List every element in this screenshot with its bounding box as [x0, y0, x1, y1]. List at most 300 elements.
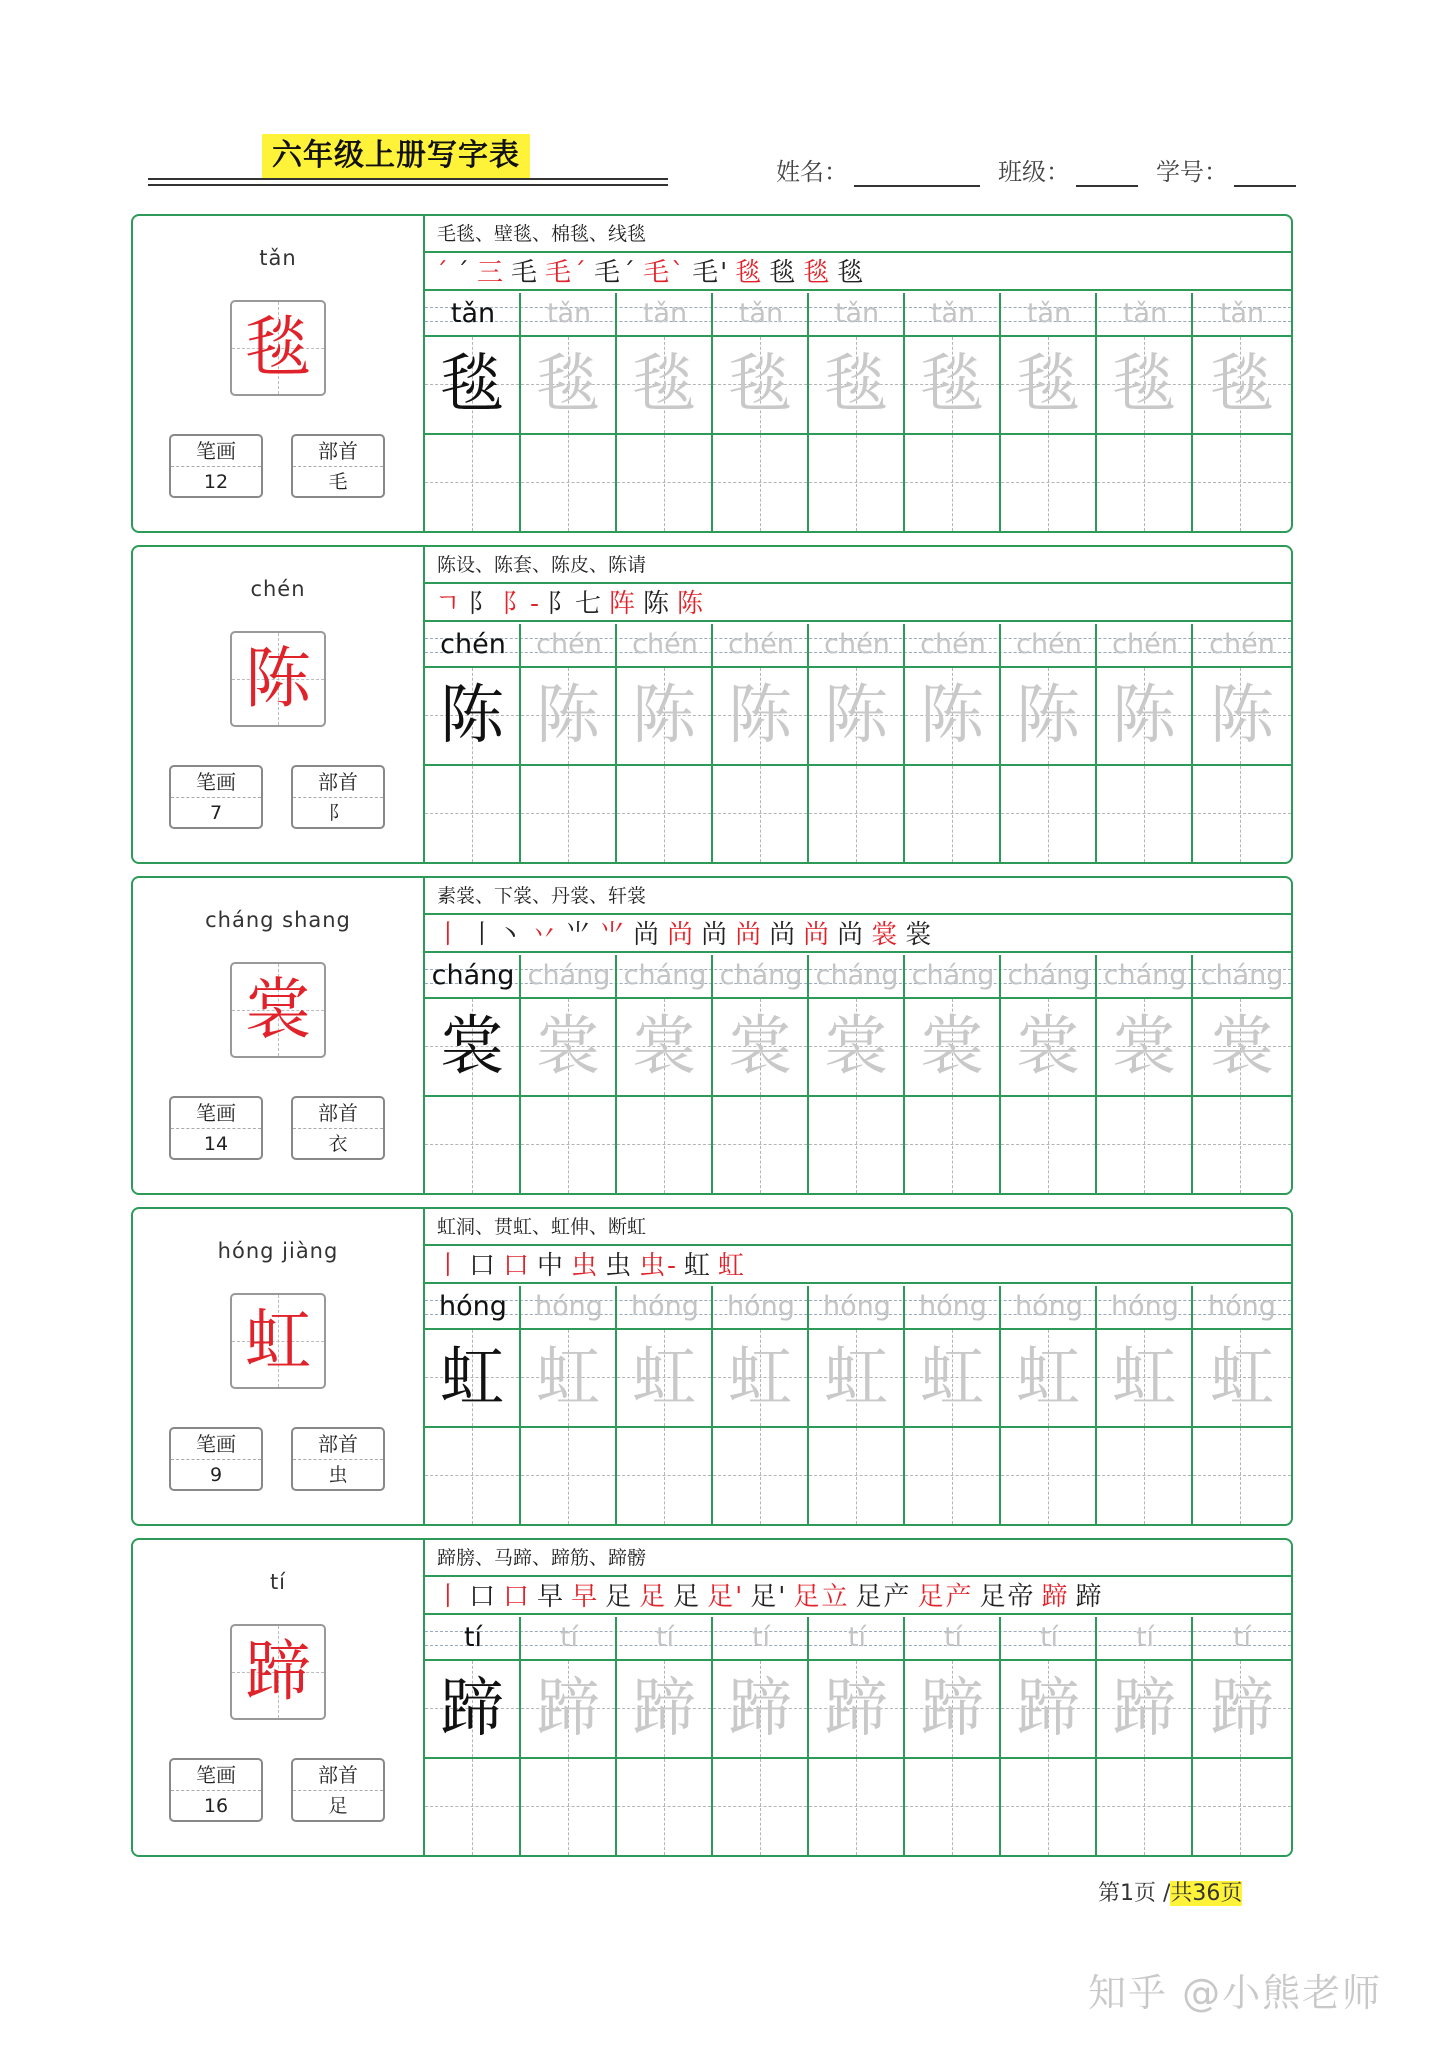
tian-grid-cell[interactable] [1097, 668, 1193, 764]
writing-grid [425, 624, 1291, 862]
tian-grid-cell[interactable] [1097, 1661, 1193, 1757]
pinyin-trace[interactable]: hóng [1015, 1291, 1083, 1322]
tian-grid-cell[interactable] [809, 337, 905, 433]
char-trace: 陈 [1112, 679, 1176, 753]
pinyin-row [425, 624, 1291, 668]
tian-grid-cell[interactable] [521, 766, 617, 862]
tian-grid-cell[interactable] [521, 999, 617, 1095]
radical-box [291, 1096, 385, 1160]
pinyin-trace[interactable]: tǎn [834, 298, 880, 329]
pinyin-trace[interactable]: chén [920, 629, 986, 660]
practice-area [425, 216, 1291, 531]
pinyin-trace[interactable]: cháng [1007, 960, 1091, 991]
stroke-order [425, 1248, 1291, 1284]
char-trace: 蹄 [920, 1672, 984, 1746]
stroke-step: 毯 [837, 258, 866, 288]
tian-grid-cell[interactable] [425, 668, 521, 764]
target-char: 蹄 [245, 1633, 311, 1710]
pinyin-trace[interactable]: hóng [823, 1291, 891, 1322]
radical-box [291, 1427, 385, 1491]
stroke-step: 尚 [837, 920, 866, 950]
stroke-step: 尚 [803, 920, 832, 950]
tian-grid-cell[interactable] [809, 1759, 905, 1855]
blank-practice-row [425, 766, 1291, 862]
practice-area [425, 1209, 1291, 1524]
pinyin-row [425, 293, 1291, 337]
stroke-step: 丨 [435, 1251, 464, 1281]
stroke-count-box [169, 1758, 263, 1822]
tian-grid-cell[interactable] [713, 1097, 809, 1193]
char-card [131, 545, 1293, 864]
tian-grid-cell[interactable] [521, 1330, 617, 1426]
char-trace: 裳 [536, 1010, 600, 1084]
char-card [131, 214, 1293, 533]
stroke-count-label: 笔画 [171, 436, 261, 467]
pinyin-trace[interactable]: chén [1209, 629, 1275, 660]
stroke-step: 足立 [793, 1582, 850, 1612]
pinyin-trace[interactable]: hóng [919, 1291, 987, 1322]
char-info-panel [133, 878, 425, 1193]
pinyin-trace[interactable]: tí [1135, 1622, 1155, 1653]
tian-grid-cell[interactable] [905, 1759, 1001, 1855]
title-underline-2 [148, 184, 668, 186]
pinyin-trace[interactable]: cháng [623, 960, 707, 991]
total-pages: 共36页 [1170, 1881, 1243, 1906]
stroke-step: 口 [503, 1582, 532, 1612]
char-trace: 蹄 [824, 1672, 888, 1746]
tian-grid-cell[interactable] [617, 1759, 713, 1855]
tian-grid-cell[interactable] [713, 1428, 809, 1524]
tian-grid-cell[interactable] [1097, 435, 1193, 531]
tian-grid-cell[interactable] [425, 337, 521, 433]
tian-grid-cell[interactable] [905, 1330, 1001, 1426]
pinyin-trace[interactable]: tǎn [930, 298, 976, 329]
writing-grid [425, 1617, 1291, 1855]
char-display-box [230, 1293, 326, 1389]
tian-grid-cell[interactable] [1193, 1330, 1291, 1426]
tian-grid-cell[interactable] [809, 1097, 905, 1193]
tian-grid-cell[interactable] [713, 337, 809, 433]
tian-grid-cell[interactable] [809, 999, 905, 1095]
char-card [131, 876, 1293, 1195]
char-display-box [230, 300, 326, 396]
pinyin-trace[interactable]: hóng [727, 1291, 795, 1322]
char-trace: 虹 [920, 1341, 984, 1415]
tian-grid-cell[interactable] [713, 435, 809, 531]
tian-grid-cell[interactable] [617, 1428, 713, 1524]
page-indicator [1098, 1876, 1242, 1907]
char-trace: 裳 [1112, 1010, 1176, 1084]
char-trace: 陈 [1016, 679, 1080, 753]
stroke-step: 阝- [502, 589, 541, 619]
tian-grid-cell[interactable] [1193, 668, 1291, 764]
tian-grid-cell[interactable] [1193, 1661, 1291, 1757]
radical-box [291, 434, 385, 498]
stroke-count-label: 笔画 [171, 1760, 261, 1791]
tian-grid-cell[interactable] [425, 435, 521, 531]
watermark: 知乎 @小熊老师 [1088, 1971, 1383, 2015]
tian-grid-cell[interactable] [1001, 1330, 1097, 1426]
tian-grid-cell[interactable] [905, 766, 1001, 862]
pinyin-trace[interactable]: tí [1232, 1622, 1252, 1653]
tian-grid-cell[interactable] [1001, 435, 1097, 531]
char-model: 虹 [440, 1341, 504, 1415]
stroke-step: 足 [605, 1582, 634, 1612]
tian-grid-cell[interactable] [905, 668, 1001, 764]
stroke-step: 阝七 [546, 589, 603, 619]
char-trace: 虹 [632, 1341, 696, 1415]
tian-grid-cell[interactable] [905, 337, 1001, 433]
pinyin-row [425, 955, 1291, 999]
practice-area [425, 878, 1291, 1193]
tian-grid-cell[interactable] [1193, 337, 1291, 433]
class-label: 班级： [998, 158, 1070, 186]
char-trace: 蹄 [1016, 1672, 1080, 1746]
char-trace: 毯 [920, 348, 984, 422]
pinyin-trace[interactable]: hóng [1208, 1291, 1276, 1322]
pinyin-trace[interactable]: tǎn [1026, 298, 1072, 329]
pinyin-label: hóng jiàng [217, 1239, 339, 1263]
pinyin-trace[interactable]: tǎn [546, 298, 592, 329]
tian-grid-cell[interactable] [713, 1759, 809, 1855]
char-trace: 蹄 [1112, 1672, 1176, 1746]
tian-grid-cell[interactable] [617, 435, 713, 531]
stroke-step: 口 [469, 1582, 498, 1612]
tian-grid-cell[interactable] [905, 1097, 1001, 1193]
char-trace: 裳 [824, 1010, 888, 1084]
stroke-count-box [169, 1427, 263, 1491]
tian-grid-cell[interactable] [521, 337, 617, 433]
stroke-step: 口 [469, 1251, 498, 1281]
stroke-step: 毛' [692, 258, 730, 288]
char-trace-row [425, 999, 1291, 1097]
tian-grid-cell[interactable] [1193, 999, 1291, 1095]
pinyin-trace[interactable]: cháng [1200, 960, 1284, 991]
pinyin-trace[interactable]: tǎn [738, 298, 784, 329]
tian-grid-cell[interactable] [1193, 1097, 1291, 1193]
pinyin-trace[interactable]: cháng [527, 960, 611, 991]
name-label: 姓名： [776, 158, 848, 186]
stroke-step: 三 [477, 258, 506, 288]
stroke-step: ⺌ [565, 920, 594, 950]
tian-grid-cell[interactable] [521, 668, 617, 764]
tian-grid-cell[interactable] [1097, 1428, 1193, 1524]
tian-grid-cell[interactable] [425, 1097, 521, 1193]
stroke-step: 阵 [608, 589, 637, 619]
stroke-count-box [169, 434, 263, 498]
char-trace: 毯 [728, 348, 792, 422]
char-display-box [230, 962, 326, 1058]
char-model: 蹄 [440, 1672, 504, 1746]
radical-box [291, 1758, 385, 1822]
tian-grid-cell[interactable] [521, 1097, 617, 1193]
tian-grid-cell[interactable] [713, 1661, 809, 1757]
char-trace: 虹 [536, 1341, 600, 1415]
tian-grid-cell[interactable] [521, 435, 617, 531]
tian-grid-cell[interactable] [521, 1759, 617, 1855]
char-display-box [230, 631, 326, 727]
stroke-order [425, 917, 1291, 953]
char-trace: 陈 [536, 679, 600, 753]
stroke-count-value: 7 [209, 802, 223, 824]
stroke-step: 丨丶 [469, 920, 526, 950]
stroke-count-label: 笔画 [171, 1098, 261, 1129]
blank-practice-row [425, 1759, 1291, 1855]
tian-grid-cell[interactable] [809, 668, 905, 764]
stroke-count-value: 14 [203, 1133, 229, 1155]
radical-label: 部首 [293, 436, 383, 467]
pinyin-trace[interactable]: chén [632, 629, 698, 660]
char-trace: 裳 [728, 1010, 792, 1084]
page-title: 六年级上册写字表 [262, 134, 530, 178]
char-trace: 毯 [1210, 348, 1274, 422]
blank-practice-row [425, 1428, 1291, 1524]
tian-grid-cell[interactable] [809, 766, 905, 862]
pinyin-label: tǎn [259, 246, 297, 270]
pinyin-trace[interactable]: tǎn [1122, 298, 1168, 329]
char-info-panel [133, 547, 425, 862]
tian-grid-cell[interactable] [1097, 1330, 1193, 1426]
stroke-step: 丷 [531, 920, 560, 950]
writing-grid [425, 955, 1291, 1193]
tian-grid-cell[interactable] [713, 999, 809, 1095]
tian-grid-cell[interactable] [1001, 1759, 1097, 1855]
char-trace: 虹 [1210, 1341, 1274, 1415]
name-blank[interactable] [854, 163, 980, 187]
tian-grid-cell[interactable] [617, 766, 713, 862]
student-no-label: 学号： [1156, 158, 1228, 186]
tian-grid-cell[interactable] [425, 1428, 521, 1524]
char-trace: 虹 [1016, 1341, 1080, 1415]
pinyin-trace[interactable]: chén [728, 629, 794, 660]
blank-practice-row [425, 1097, 1291, 1193]
pinyin-trace[interactable]: chén [1016, 629, 1082, 660]
char-model: 毯 [440, 348, 504, 422]
stroke-step: 裳 [905, 920, 934, 950]
tian-grid-cell[interactable] [617, 1097, 713, 1193]
tian-grid-cell[interactable] [1001, 766, 1097, 862]
pinyin-trace[interactable]: cháng [719, 960, 803, 991]
char-trace: 陈 [1210, 679, 1274, 753]
stroke-step: 早 [571, 1582, 600, 1612]
tian-grid-cell[interactable] [1193, 766, 1291, 862]
stroke-step: 丨 [435, 1582, 464, 1612]
radical-label: 部首 [293, 1098, 383, 1129]
tian-grid-cell[interactable] [617, 668, 713, 764]
tian-grid-cell[interactable] [1001, 1661, 1097, 1757]
tian-grid-cell[interactable] [905, 999, 1001, 1095]
char-card [131, 1538, 1293, 1857]
radical-label: 部首 [293, 1760, 383, 1791]
char-trace-row [425, 1330, 1291, 1428]
char-trace: 陈 [632, 679, 696, 753]
tian-grid-cell[interactable] [617, 1330, 713, 1426]
class-blank[interactable] [1076, 163, 1138, 187]
pinyin-trace[interactable]: cháng [815, 960, 899, 991]
stroke-step: 足' [707, 1582, 745, 1612]
char-trace-row [425, 668, 1291, 766]
pinyin-trace[interactable]: tǎn [1219, 298, 1265, 329]
tian-grid-cell[interactable] [521, 1661, 617, 1757]
name-field[interactable] [776, 152, 980, 187]
class-field[interactable] [998, 152, 1138, 187]
tian-grid-cell[interactable] [713, 668, 809, 764]
tian-grid-cell[interactable] [1193, 435, 1291, 531]
char-trace-row [425, 337, 1291, 435]
tian-grid-cell[interactable] [809, 1661, 905, 1757]
stroke-step: 尚 [769, 920, 798, 950]
tian-grid-cell[interactable] [1193, 1759, 1291, 1855]
pinyin-trace[interactable]: tǎn [642, 298, 688, 329]
char-card [131, 1207, 1293, 1526]
char-trace: 虹 [1112, 1341, 1176, 1415]
char-trace: 毯 [1016, 348, 1080, 422]
tian-grid-cell[interactable] [809, 1428, 905, 1524]
stroke-step: 早 [537, 1582, 566, 1612]
char-trace: 裳 [920, 1010, 984, 1084]
char-trace: 虹 [824, 1341, 888, 1415]
tian-grid-cell[interactable] [1097, 766, 1193, 862]
tian-grid-cell[interactable] [425, 766, 521, 862]
stroke-step: 毛ˊ [545, 258, 589, 288]
stroke-step: 毛ˊ [594, 258, 638, 288]
stroke-step: 中 [537, 1251, 566, 1281]
radical-value: 衣 [328, 1133, 348, 1155]
tian-grid-cell[interactable] [1097, 999, 1193, 1095]
pinyin-label: tí [269, 1570, 287, 1594]
student-no-blank[interactable] [1234, 163, 1296, 187]
stroke-count-value: 9 [209, 1464, 223, 1486]
tian-grid-cell[interactable] [905, 1428, 1001, 1524]
char-trace-row [425, 1661, 1291, 1759]
stroke-step: 毯 [803, 258, 832, 288]
stroke-step: 尚 [633, 920, 662, 950]
practice-area [425, 547, 1291, 862]
pinyin-model: tǎn [450, 298, 496, 329]
char-trace: 陈 [920, 679, 984, 753]
tian-grid-cell[interactable] [1193, 1428, 1291, 1524]
tian-grid-cell[interactable] [425, 1759, 521, 1855]
tian-grid-cell[interactable] [809, 435, 905, 531]
pinyin-trace[interactable]: tí [559, 1622, 579, 1653]
target-char: 毯 [245, 309, 311, 386]
stroke-step: ˊ [456, 258, 471, 288]
tian-grid-cell[interactable] [425, 1661, 521, 1757]
char-trace: 虹 [728, 1341, 792, 1415]
blank-practice-row [425, 435, 1291, 531]
char-trace: 毯 [632, 348, 696, 422]
tian-grid-cell[interactable] [713, 1330, 809, 1426]
stroke-step: 尚 [701, 920, 730, 950]
pinyin-trace[interactable]: tí [1039, 1622, 1059, 1653]
pinyin-trace[interactable]: chén [1112, 629, 1178, 660]
radical-label: 部首 [293, 767, 383, 798]
char-model: 陈 [440, 679, 504, 753]
writing-grid [425, 1286, 1291, 1524]
stroke-step: 阝 [468, 589, 497, 619]
stroke-step: 陈 [676, 589, 705, 619]
tian-grid-cell[interactable] [1001, 1097, 1097, 1193]
pinyin-trace[interactable]: hóng [1111, 1291, 1179, 1322]
pinyin-trace[interactable]: tí [655, 1622, 675, 1653]
char-trace: 裳 [1016, 1010, 1080, 1084]
stroke-step: 虫 [605, 1251, 634, 1281]
stroke-step: 毛ˋ [643, 258, 687, 288]
word-list: 素裳、下裳、丹裳、轩裳 [425, 878, 1291, 915]
pinyin-trace[interactable]: tí [847, 1622, 867, 1653]
student-no-field[interactable] [1156, 152, 1296, 187]
stroke-step: 足 [673, 1582, 702, 1612]
char-trace: 毯 [536, 348, 600, 422]
target-char: 虹 [245, 1302, 311, 1379]
tian-grid-cell[interactable] [1001, 668, 1097, 764]
pinyin-trace[interactable]: cháng [911, 960, 995, 991]
stroke-count-label: 笔画 [171, 767, 261, 798]
pinyin-trace[interactable]: hóng [535, 1291, 603, 1322]
pinyin-trace[interactable]: tí [751, 1622, 771, 1653]
pinyin-trace[interactable]: chén [536, 629, 602, 660]
char-trace: 蹄 [728, 1672, 792, 1746]
tian-grid-cell[interactable] [1097, 1759, 1193, 1855]
tian-grid-cell[interactable] [809, 1330, 905, 1426]
stroke-step: 蹄 [1075, 1582, 1104, 1612]
stroke-count-box [169, 765, 263, 829]
pinyin-trace[interactable]: chén [824, 629, 890, 660]
char-info-panel [133, 216, 425, 531]
tian-grid-cell[interactable] [425, 999, 521, 1095]
page-number: 第1页 / [1098, 1881, 1171, 1906]
char-trace: 陈 [824, 679, 888, 753]
tian-grid-cell[interactable] [1097, 1097, 1193, 1193]
tian-grid-cell[interactable] [425, 1330, 521, 1426]
stroke-step: 口 [503, 1251, 532, 1281]
stroke-count-value: 16 [203, 1795, 229, 1817]
page-header [0, 0, 1440, 210]
tian-grid-cell[interactable] [521, 1428, 617, 1524]
word-list: 陈设、陈套、陈皮、陈请 [425, 547, 1291, 584]
tian-grid-cell[interactable] [1097, 337, 1193, 433]
char-trace: 裳 [1210, 1010, 1274, 1084]
stroke-count-box [169, 1096, 263, 1160]
stroke-step: 尚 [735, 920, 764, 950]
tian-grid-cell[interactable] [713, 766, 809, 862]
char-info-panel [133, 1209, 425, 1524]
radical-value: 足 [328, 1795, 348, 1817]
char-trace: 毯 [1112, 348, 1176, 422]
pinyin-trace[interactable]: cháng [1103, 960, 1187, 991]
char-display-box [230, 1624, 326, 1720]
pinyin-trace[interactable]: hóng [631, 1291, 699, 1322]
tian-grid-cell[interactable] [1001, 337, 1097, 433]
stroke-step: 裳 [871, 920, 900, 950]
tian-grid-cell[interactable] [905, 1661, 1001, 1757]
tian-grid-cell[interactable] [1001, 1428, 1097, 1524]
pinyin-row [425, 1617, 1291, 1661]
tian-grid-cell[interactable] [617, 1661, 713, 1757]
stroke-step: 足' [750, 1582, 788, 1612]
tian-grid-cell[interactable] [905, 435, 1001, 531]
pinyin-trace[interactable]: tí [943, 1622, 963, 1653]
tian-grid-cell[interactable] [1001, 999, 1097, 1095]
tian-grid-cell[interactable] [617, 999, 713, 1095]
stroke-step: 虹 [683, 1251, 712, 1281]
stroke-step: 毯 [769, 258, 798, 288]
tian-grid-cell[interactable] [617, 337, 713, 433]
radical-box [291, 765, 385, 829]
char-info-panel [133, 1540, 425, 1855]
pinyin-row [425, 1286, 1291, 1330]
practice-area [425, 1540, 1291, 1855]
